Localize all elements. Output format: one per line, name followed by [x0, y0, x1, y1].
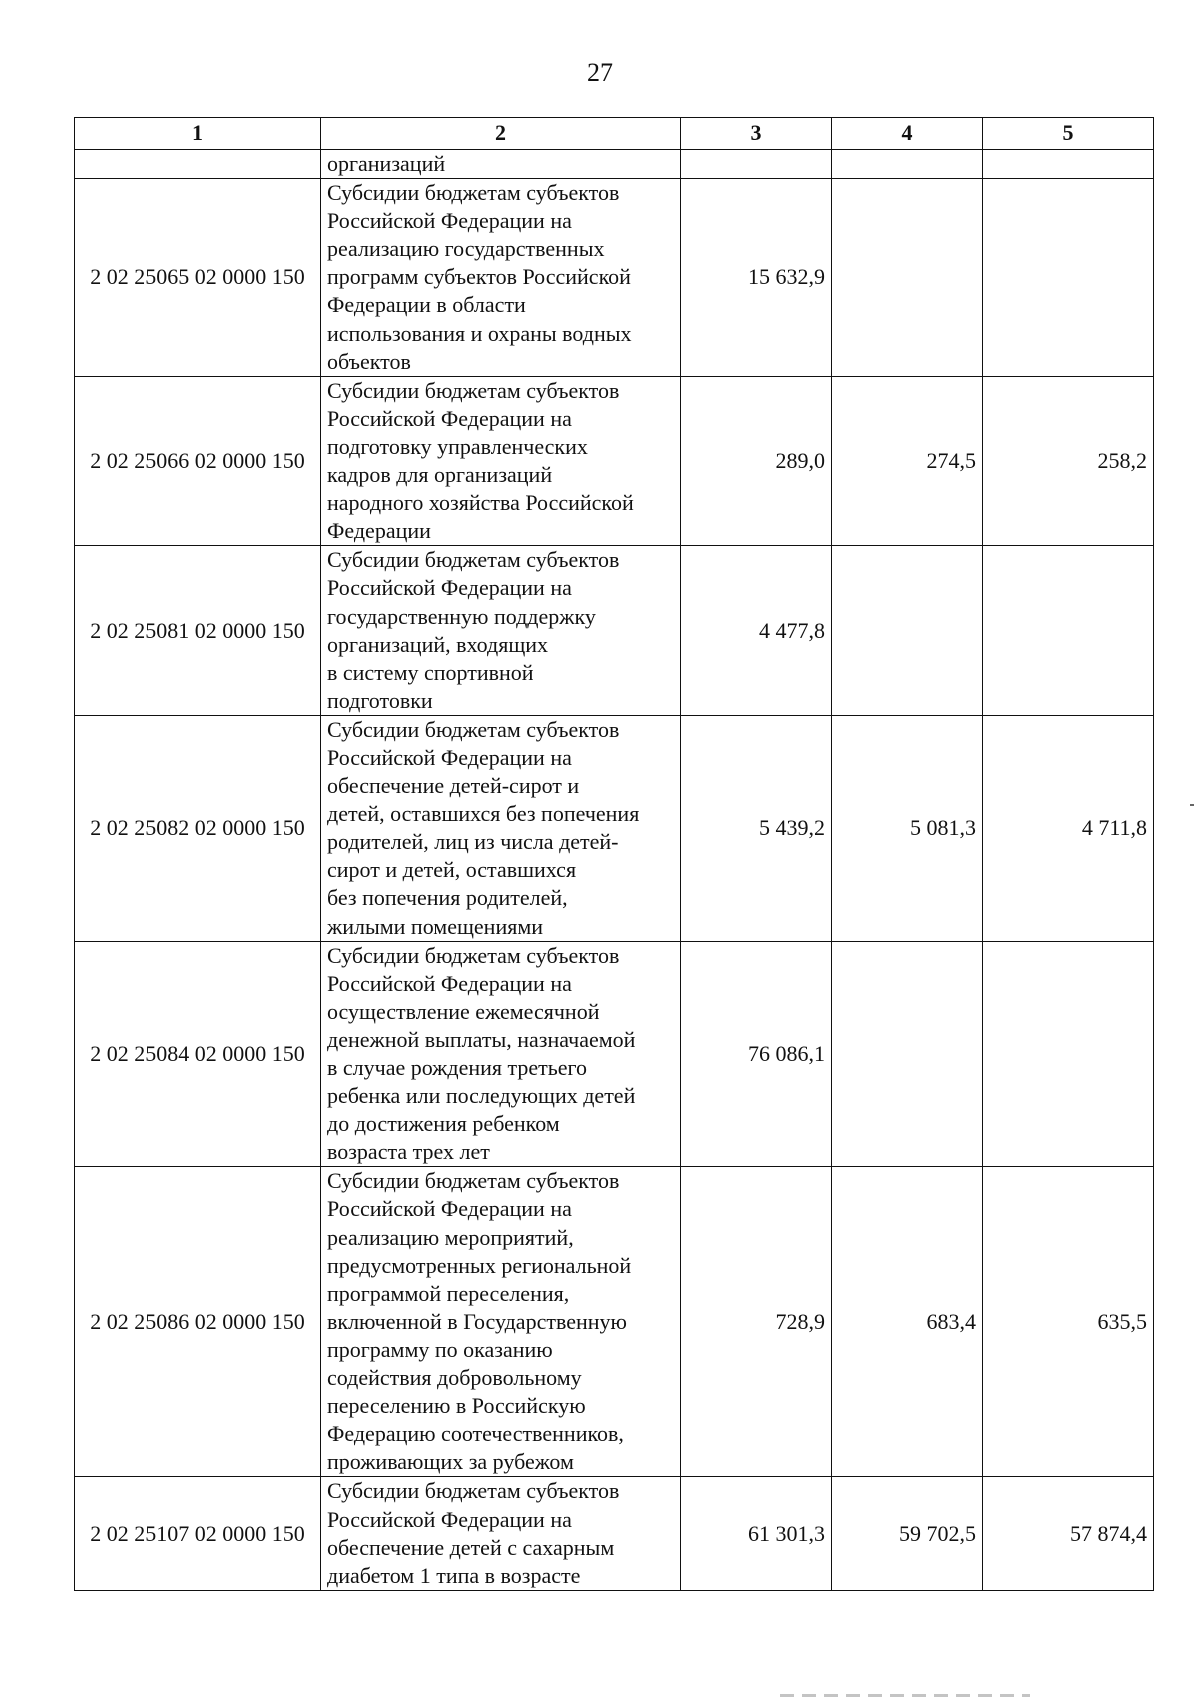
- budget-code-cell: 2 02 25086 02 0000 150: [75, 1167, 321, 1477]
- amount-col3-cell: 289,0: [681, 376, 832, 546]
- amount-col5-cell: [983, 941, 1154, 1167]
- table-row: [75, 376, 1154, 546]
- amount-col5-cell: 635,5: [983, 1167, 1154, 1477]
- column-header-4: 4: [832, 118, 983, 150]
- budget-code-cell: [75, 150, 321, 179]
- description-cell: Субсидии бюджетам субъектов Российской Федерации на обеспечение детей-сирот и детей, оставшихся без попечения родителей, лиц из числа детей- сирот и детей, оставшихся без попечения родителей, жилыми помещениями: [321, 715, 681, 941]
- table-row: [75, 546, 1154, 716]
- budget-code-cell: 2 02 25107 02 0000 150: [75, 1477, 321, 1590]
- table-row: [75, 941, 1154, 1167]
- description-cell: Субсидии бюджетам субъектов Российской Федерации на реализацию мероприятий, предусмотренных региональной программой переселения, включенной в Государственную программу по оказанию содействия добровольному переселению в Российскую Федерацию соотечественников, проживающих за рубежом: [321, 1167, 681, 1477]
- amount-col4-cell: [832, 546, 983, 716]
- description-cell: Субсидии бюджетам субъектов Российской Федерации на подготовку управленческих кадров для организаций народного хозяйства Российской Федерации: [321, 376, 681, 546]
- budget-code-cell: 2 02 25081 02 0000 150: [75, 546, 321, 716]
- description-cell: Субсидии бюджетам субъектов Российской Федерации на государственную поддержку организаций, входящих в систему спортивной подготовки: [321, 546, 681, 716]
- budget-code-cell: 2 02 25082 02 0000 150: [75, 715, 321, 941]
- table-row: [75, 179, 1154, 377]
- column-header-1: 1: [75, 118, 321, 150]
- table-row: [75, 1167, 1154, 1477]
- page-number: 27: [587, 58, 613, 87]
- table-row: [75, 150, 1154, 179]
- scan-smudge: [780, 1694, 1030, 1697]
- column-header-5: 5: [983, 118, 1154, 150]
- amount-col3-cell: 5 439,2: [681, 715, 832, 941]
- amount-col5-cell: [983, 179, 1154, 377]
- amount-col3-cell: 4 477,8: [681, 546, 832, 716]
- amount-col5-cell: 57 874,4: [983, 1477, 1154, 1590]
- column-header-3: 3: [681, 118, 832, 150]
- table-row: [75, 1477, 1154, 1590]
- budget-code-cell: 2 02 25065 02 0000 150: [75, 179, 321, 377]
- budget-code-cell: 2 02 25066 02 0000 150: [75, 376, 321, 546]
- amount-col4-cell: [832, 179, 983, 377]
- amount-col5-cell: 4 711,8: [983, 715, 1154, 941]
- amount-col4-cell: 59 702,5: [832, 1477, 983, 1590]
- amount-col3-cell: [681, 150, 832, 179]
- amount-col5-cell: [983, 546, 1154, 716]
- description-cell: организаций: [321, 150, 681, 179]
- budget-code-cell: 2 02 25084 02 0000 150: [75, 941, 321, 1167]
- amount-col5-cell: 258,2: [983, 376, 1154, 546]
- amount-col4-cell: 683,4: [832, 1167, 983, 1477]
- amount-col3-cell: 76 086,1: [681, 941, 832, 1167]
- amount-col3-cell: 728,9: [681, 1167, 832, 1477]
- amount-col5-cell: [983, 150, 1154, 179]
- column-header-2: 2: [321, 118, 681, 150]
- budget-table: [74, 117, 1154, 1591]
- table-row: [75, 715, 1154, 941]
- description-cell: Субсидии бюджетам субъектов Российской Федерации на осуществление ежемесячной денежной выплаты, назначаемой в случае рождения третьего ребенка или последующих детей до достижения ребенком возраста трех лет: [321, 941, 681, 1167]
- description-cell: Субсидии бюджетам субъектов Российской Федерации на реализацию государственных программ субъектов Российской Федерации в области использования и охраны водных объектов: [321, 179, 681, 377]
- scan-mark: [1190, 804, 1194, 806]
- amount-col4-cell: 5 081,3: [832, 715, 983, 941]
- header-row: [75, 118, 1154, 150]
- amount-col4-cell: [832, 150, 983, 179]
- amount-col3-cell: 15 632,9: [681, 179, 832, 377]
- amount-col4-cell: [832, 941, 983, 1167]
- amount-col4-cell: 274,5: [832, 376, 983, 546]
- description-cell: Субсидии бюджетам субъектов Российской Федерации на обеспечение детей с сахарным диабетом 1 типа в возрасте: [321, 1477, 681, 1590]
- amount-col3-cell: 61 301,3: [681, 1477, 832, 1590]
